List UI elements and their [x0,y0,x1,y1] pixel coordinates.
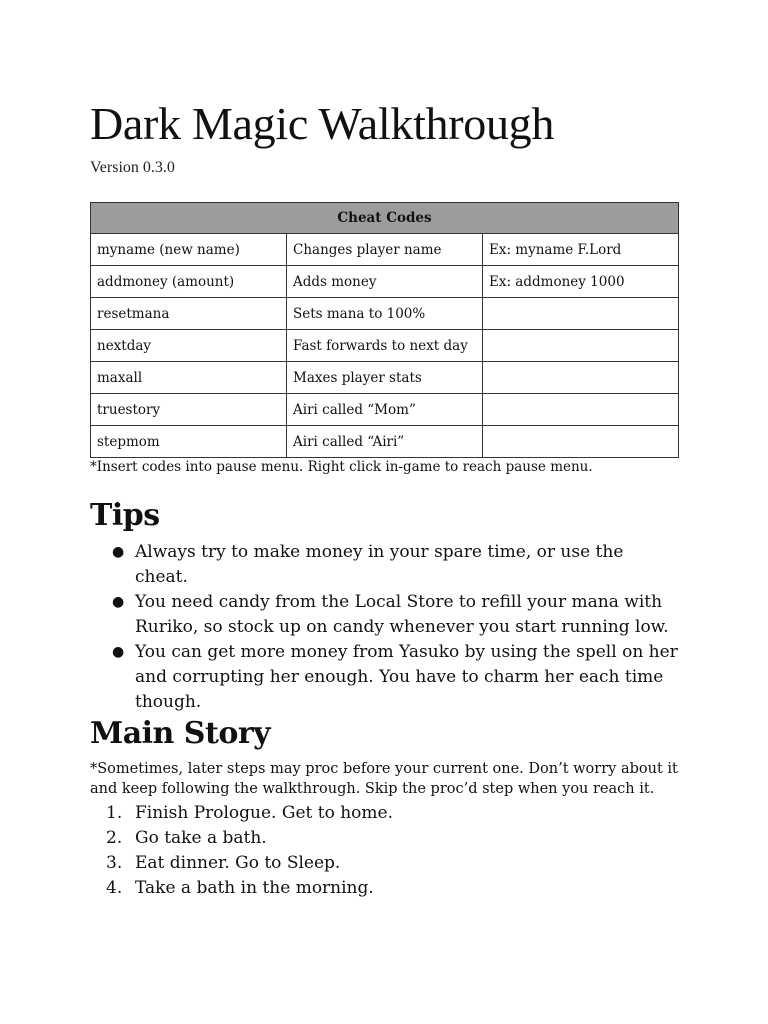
main-story-heading: Main Story [90,716,271,751]
main-story-steps [90,801,680,901]
table-row [91,234,679,266]
table-header-row [91,203,679,234]
cheat-code-cell: nextday [91,330,287,362]
cheat-effect-cell: Sets mana to 100% [287,298,483,330]
step-text: Go take a bath. [135,828,267,848]
table-row [91,362,679,394]
cheat-effect-cell: Changes player name [287,234,483,266]
tip-text: You need candy from the Local Store to refill your mana with Ruriko, so stock up on candy whenever you start running low. [135,592,669,637]
table-row [91,330,679,362]
cheat-effect-cell: Maxes player stats [287,362,483,394]
list-item [90,590,680,640]
tips-heading: Tips [90,498,160,533]
step-text: Eat dinner. Go to Sleep. [135,853,341,873]
cheat-example-cell [483,426,679,458]
main-story-note: *Sometimes, later steps may proc before your current one. Don’t worry about it and keep following the walkthrough. Skip the proc’d step when you reach it. [90,761,678,797]
bullet-icon: ● [112,644,125,660]
cheat-code-cell: resetmana [91,298,287,330]
cheat-code-cell: truestory [91,394,287,426]
cheat-effect-cell: Adds money [287,266,483,298]
table-row [91,394,679,426]
step-number: 1. [106,803,123,823]
step-text: Finish Prologue. Get to home. [135,803,393,823]
tips-list [90,540,680,715]
cheat-effect-cell: Airi called “Mom” [287,394,483,426]
table-footnote: *Insert codes into pause menu. Right click in-game to reach pause menu. [90,459,593,475]
table-row [91,426,679,458]
bullet-icon: ● [112,544,125,560]
step-number: 2. [106,828,123,848]
list-item [90,876,680,901]
cheat-code-cell: addmoney (amount) [91,266,287,298]
bullet-icon: ● [112,594,125,610]
list-item [90,826,680,851]
cheat-effect-cell: Fast forwards to next day [287,330,483,362]
step-text: Take a bath in the morning. [135,878,374,898]
table-row [91,266,679,298]
cheat-example-cell [483,394,679,426]
cheat-code-cell: myname (new name) [91,234,287,266]
cheat-example-cell [483,330,679,362]
cheat-example-cell [483,362,679,394]
cheat-example-cell: Ex: addmoney 1000 [483,266,679,298]
step-number: 4. [106,878,123,898]
list-item [90,640,680,715]
table-header: Cheat Codes [91,203,679,234]
tip-text: You can get more money from Yasuko by using the spell on her and corrupting her enough. You have to charm her each time though. [135,642,678,712]
list-item [90,540,680,590]
list-item [90,851,680,876]
cheat-effect-cell: Airi called “Airi” [287,426,483,458]
tip-text: Always try to make money in your spare time, or use the cheat. [135,542,624,587]
cheat-codes-table [90,202,679,458]
step-number: 3. [106,853,123,873]
list-item [90,801,680,826]
cheat-example-cell [483,298,679,330]
cheat-example-cell: Ex: myname F.Lord [483,234,679,266]
cheat-code-cell: stepmom [91,426,287,458]
document-version: Version 0.3.0 [90,159,175,176]
cheat-code-cell: maxall [91,362,287,394]
document-title: Dark Magic Walkthrough [90,98,555,149]
table-row [91,298,679,330]
